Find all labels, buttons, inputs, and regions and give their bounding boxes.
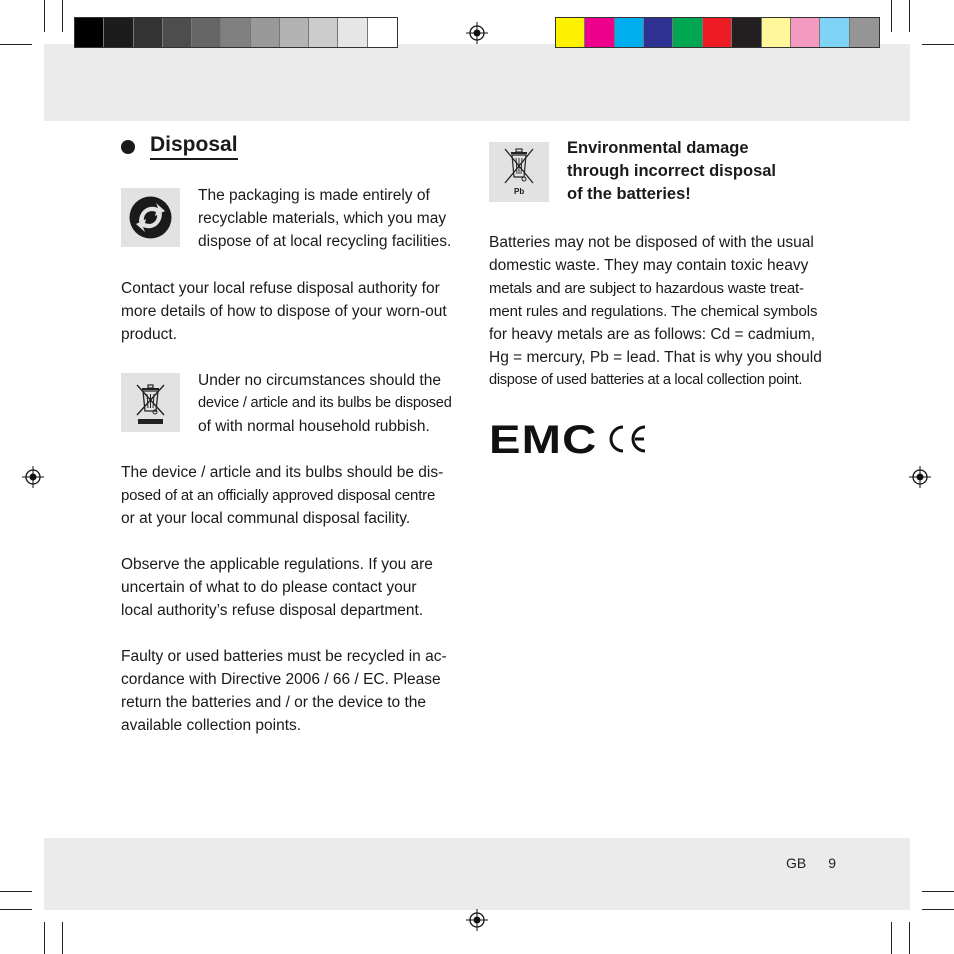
section-heading [121,133,238,160]
emc-logo: EMC [489,418,598,462]
crop-mark [44,0,45,32]
crop-mark [0,891,32,892]
crop-mark [891,0,892,32]
crop-mark [891,922,892,954]
crop-mark [62,922,63,954]
color-swatch [338,18,367,47]
household-paragraph [198,369,478,438]
crop-mark [922,909,954,910]
text-line: or at your local communal disposal facility. [121,510,411,527]
color-swatch [309,18,338,47]
color-swatch [192,18,221,47]
color-swatch [556,18,585,47]
warning-line: through incorrect disposal [567,162,777,180]
color-swatch [850,18,879,47]
regulations-paragraph [121,553,471,622]
text-line: return the batteries and / or the device to the [121,694,427,711]
page-footer [786,855,836,871]
color-swatch [280,18,309,47]
text-line: of with normal household rubbish. [198,418,430,435]
text-line: recyclable materials, which you may [198,210,447,227]
color-swatch [104,18,133,47]
contact-paragraph [121,277,471,346]
text-line: domestic waste. They may contain toxic heavy [489,257,809,274]
text-line: Contact your local refuse disposal authority for [121,280,440,297]
color-swatch [368,18,397,47]
top-band [44,44,910,121]
green-dot-recycling-icon [121,188,180,247]
text-line: uncertain of what to do please contact your [121,579,417,596]
text-line: product. [121,326,178,343]
text-line: more details of how to dispose of your worn-out [121,303,447,320]
color-swatch [791,18,820,47]
text-line: Under no circumstances should the [198,372,441,389]
text-line: device / article and its bulbs be disposed [198,395,452,411]
battery-warning-heading [567,137,776,206]
text-line: Observe the applicable regulations. If you are [121,556,433,573]
color-swatch [820,18,849,47]
text-line: Hg = mercury, Pb = lead. That is why you should [489,349,822,366]
text-line: dispose of used batteries at a local collection point. [489,372,803,388]
color-swatch [673,18,702,47]
warning-line: Environmental damage [567,139,749,157]
crop-mark [44,922,45,954]
color-swatch [75,18,104,47]
color-swatch [251,18,280,47]
registration-mark-icon [22,466,44,488]
grayscale-calibration-strip [74,17,398,48]
crop-mark [62,0,63,32]
crossed-out-wheelie-bin-icon [121,373,180,432]
warning-line: of the batteries! [567,185,691,203]
crop-mark [909,0,910,32]
crop-mark [922,891,954,892]
text-line: for heavy metals are as follows: Cd = cadmium, [489,326,816,343]
text-line: metals and are subject to hazardous waste treat- [489,280,804,297]
text-line: The packaging is made entirely of [198,187,430,204]
ce-mark-icon [604,424,648,454]
text-line: posed of at an officially approved disposal centre [121,487,436,504]
batteries-paragraph [121,645,471,737]
battery-bin-pb-icon [489,142,549,202]
language-code: GB [786,855,807,871]
text-line: Batteries may not be disposed of with the usual [489,234,814,251]
text-line: available collection points. [121,717,302,734]
registration-mark-icon [466,909,488,931]
packaging-paragraph [198,184,478,253]
crop-mark [0,909,32,910]
color-calibration-strip [555,17,880,48]
color-swatch [644,18,673,47]
crop-mark [922,44,954,45]
bullet-icon [121,140,135,154]
registration-mark-icon [909,466,931,488]
registration-mark-icon [466,22,488,44]
color-swatch [221,18,250,47]
color-swatch [163,18,192,47]
color-swatch [703,18,732,47]
color-swatch [762,18,791,47]
color-swatch [134,18,163,47]
color-swatch [585,18,614,47]
color-swatch [615,18,644,47]
color-swatch [732,18,761,47]
text-line: dispose of at local recycling facilities. [198,233,452,250]
text-line: local authority’s refuse disposal department. [121,602,424,619]
text-line: The device / article and its bulbs should be dis- [121,464,444,481]
pb-label: Pb [514,187,525,196]
battery-paragraph [489,231,849,392]
text-line: Faulty or used batteries must be recycled in ac- [121,648,447,665]
dispose-paragraph [121,461,471,530]
text-line: cordance with Directive 2006 / 66 / EC. Please [121,671,441,688]
page-title: Disposal [150,133,238,160]
crop-mark [909,922,910,954]
crop-mark [0,44,32,45]
bottom-band [44,838,910,910]
text-line: ment rules and regulations. The chemical symbols [489,303,818,320]
page-number: 9 [828,855,837,871]
